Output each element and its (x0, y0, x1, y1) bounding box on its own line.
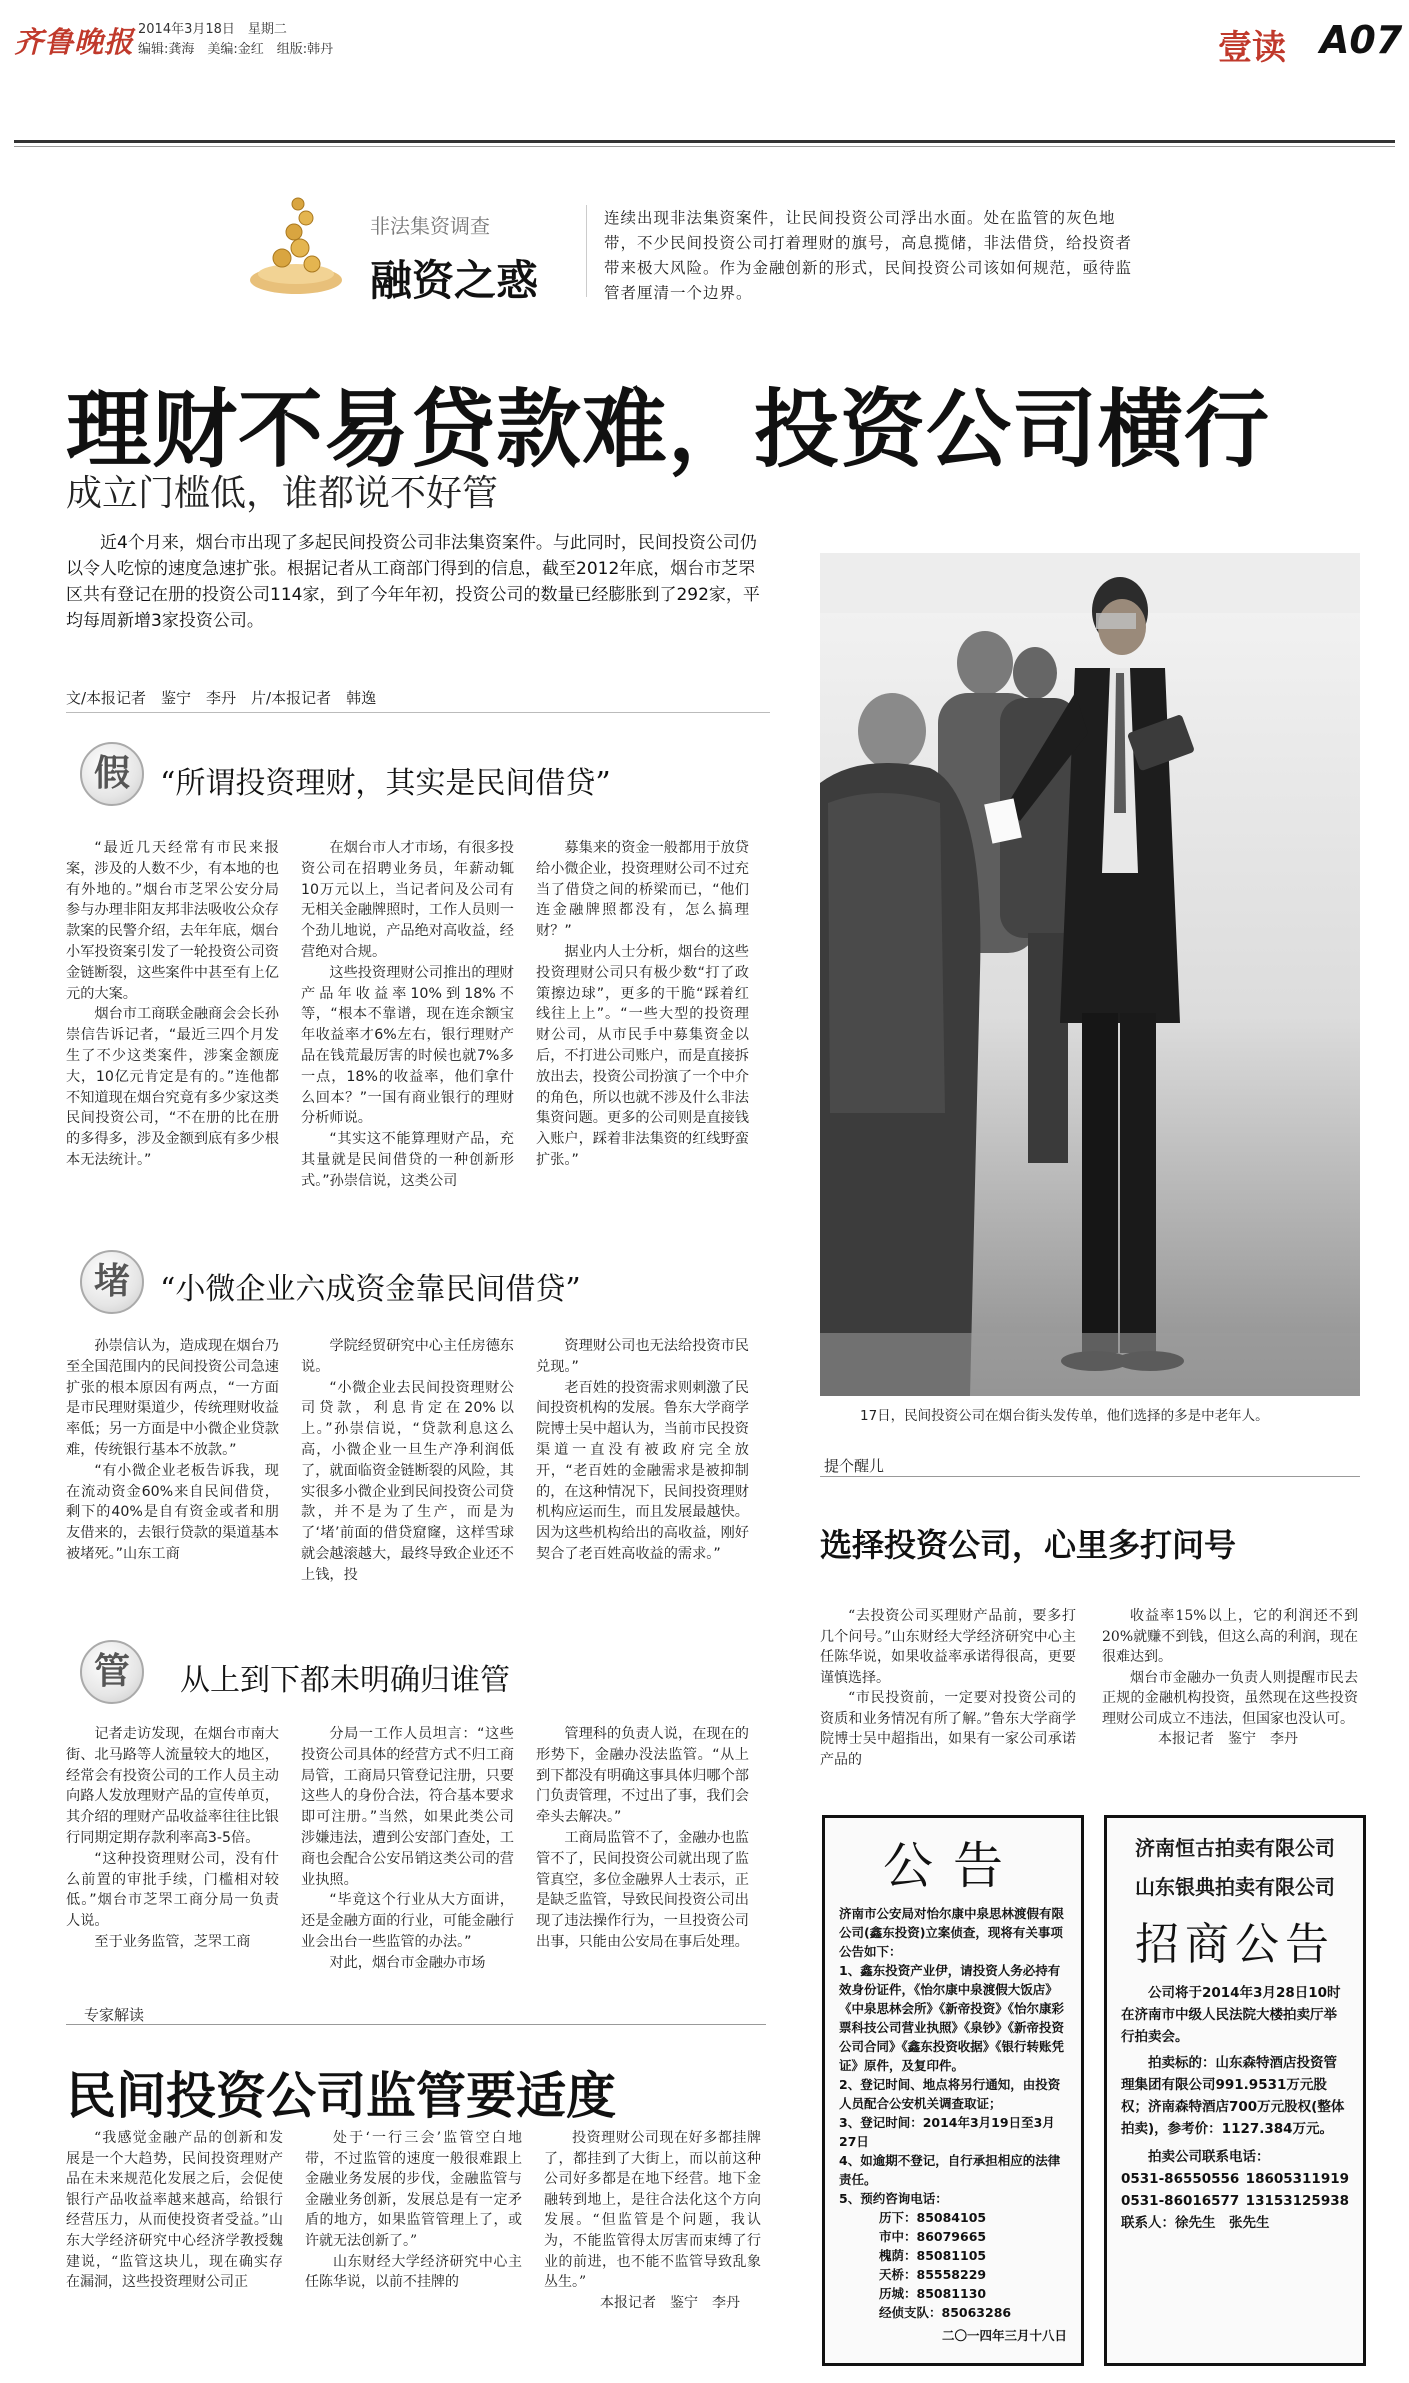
paragraph: 本报记者 鉴宁 李丹 (600, 2294, 740, 2311)
paragraph: 这些投资理财公司推出的理财产品年收益率10%到18%不等，“根本不靠谱，现在连余额宝年收益率才6%左右，银行理财产品在钱荒最厉害的时候也就7%多一点，18%的收益率，他们拿什么回本？”一国有商业银行的理财分析师说。 (301, 964, 514, 1127)
paragraph: 工商局监管不了，金融办也监管不了，民间投资公司就出现了监管真空，多位金融界人士表示，正是缺乏监管，导致民间投资公司出现了违法操作行为，一旦投资公司出事，只能由公安局在事后处理。 (536, 1829, 749, 1950)
auction-contact-label: 拍卖公司联系电话： (1148, 2149, 1270, 2165)
notice-date: 二〇一四年三月十八日 (941, 2328, 1067, 2343)
series-divider (586, 205, 587, 297)
tips-tab: 提个醒儿 (824, 1457, 885, 1475)
expert-column (305, 2128, 522, 2313)
notice-line: 济南市公安局对怡尔康中泉思林渡假有限公司(鑫东投资)立案侦查，现将有关事项公告如下： (839, 1906, 1065, 1959)
notice-phone-row: 历城：85081130 (879, 2286, 987, 2301)
paragraph: “我感觉金融产品的创新和发展是一个大趋势，民间投资理财产品在未来规范化发展之后，会促使银行产品收益率越来越高，给银行经营压力，从而使投资者受益。”山东大学经济研究中心经济学教授魏建说，“监管这块儿，现在确实存在漏洞，这些投资理财公司正 (66, 2130, 283, 2291)
paragraph: 资理财公司也无法给投资市民兑现。” (536, 1338, 749, 1375)
paragraph: 分局一工作人员坦言：“这些投资公司具体的经营方式不归工商局管，工商局只管登记注册，只要这些人的身份合法，符合基本要求即可注册。”当然，如果此类公司涉嫌违法，遭到公安部门查处，工商也会配合公安吊销这类公司的营业执照。 (301, 1726, 514, 1888)
newspaper-logo: 齐鲁晚报 (14, 25, 135, 59)
tips-column (1102, 1606, 1358, 1770)
photo-caption: 17日，民间投资公司在烟台街头发传单，他们选择的多是中老年人。 (860, 1408, 1269, 1424)
paragraph: 至于业务监管，芝罘工商 (94, 1933, 251, 1950)
paragraph: 烟台市金融办一负责人则提醒市民去正规的金融机构投资，虽然现在这些投资理财公司成立不违法，但国家也没认可。 (1102, 1669, 1358, 1727)
notice-phone-list (839, 2208, 1067, 2322)
page-number: A07 (1320, 18, 1403, 62)
section-badge-du: 堵 (80, 1250, 144, 1314)
auction-title: 招商公告 (1135, 1919, 1335, 1970)
paragraph: 管理科的负责人说，在现在的形势下，金融办没法监管。“从上到下都没有明确这事具体归哪个部门负责管理，不过出了事，我们会牵头去解决。” (536, 1726, 749, 1826)
series-description: 连续出现非法集资案件，让民间投资公司浮出水面。处在监管的灰色地带，不少民间投资公司打着理财的旗号，高息揽储，非法借贷，给投资者带来极大风险。作为金融创新的形式，民间投资公司该如何规范，亟待监管者厘清一个边界。 (604, 209, 1133, 302)
paragraph: “市民投资前，一定要对投资公司的资质和业务情况有所了解。”鲁东大学商学院博士吴中超指出，如果有一家公司承诺产品的 (820, 1690, 1076, 1768)
section-3-body (66, 1724, 749, 1974)
notice-phone-row: 历下：85084105 (879, 2210, 987, 2225)
paragraph: 山东财经大学经济研究中心主任陈华说，以前不挂牌的 (305, 2253, 522, 2291)
paragraph: 收益率15%以上，它的利润还不到20%就赚不到钱，但这么高的利润，现在很难达到。 (1102, 1608, 1358, 1665)
main-headline: 理财不易贷款难，投资公司横行 (66, 381, 1271, 480)
masthead-rule-thin (14, 146, 1395, 147)
tips-body (820, 1606, 1358, 1770)
auction-phone-row (1107, 2168, 1363, 2190)
notice-phone-row: 市中：86079665 (879, 2229, 987, 2244)
paragraph: 募集来的资金一般都用于放贷给小微企业，投资理财公司不过充当了借贷之间的桥梁而已，“他们连金融牌照都没有，怎么搞理财？” (536, 840, 749, 940)
auction-notice-ad (1104, 1815, 1366, 2366)
paragraph: 烟台市工商联金融商会会长孙崇信告诉记者，“最近三四个月发生了不少这类案件，涉案金额庞大，10亿元肯定是有的。”连他都不知道现在烟台究竟有多少家这类民间投资公司，“不在册的比在册的多得多，涉及金额到底有多少根本无法统计。” (66, 1006, 279, 1168)
auction-phone: 13153125938 (1245, 2193, 1349, 2209)
paragraph: 记者走访发现，在烟台市南大街、北马路等人流量较大的地区，经常会有投资公司的工作人员主动向路人发放理财产品的宣传单页，其介绍的理财产品收益率往往比银行同期定期存款利率高3-5倍。 (66, 1726, 279, 1846)
paragraph: 对此，烟台市金融办市场 (329, 1954, 486, 1971)
auction-phone: 0531-86016577 (1121, 2193, 1240, 2209)
notice-line: 4、如逾期不登记，自行承担相应的法律责任。 (839, 2153, 1061, 2187)
section-heading-2: “小微企业六成资金靠民间借贷” (160, 1272, 581, 1307)
notice-line: 2、登记时间、地点将另行通知，由投资人员配合公安机关调查取证； (839, 2077, 1061, 2111)
paragraph: “去投资公司买理财产品前，要多打几个问号。”山东财经大学经济研究中心主任陈华说，如果收益率承诺得很高，更要谨慎选择。 (820, 1608, 1076, 1686)
notice-line: 5、预约咨询电话： (839, 2191, 948, 2206)
expert-rule (66, 2024, 766, 2025)
notice-phone-row: 槐荫：85081105 (879, 2248, 987, 2263)
masthead-rule (14, 140, 1395, 143)
section-heading-1: “所谓投资理财，其实是民间借贷” (160, 766, 611, 801)
paragraph: “小微企业去民间投资理财公司贷款，利息肯定在20%以上。”孙崇信说，“贷款利息这么高，小微企业一旦生产净利润低了，就面临资金链断裂的风险，其实很多小微企业到民间投资公司贷款，并不是为了生产，而是为了‘堵’前面的借贷窟窿，这样雪球就会越滚越大，最终导致企业还不上钱，投 (301, 1379, 514, 1583)
auction-body: 公司将于2014年3月28日10时在济南市中级人民法院大楼拍卖厅举行拍卖会。 (1121, 1985, 1341, 2045)
news-photo (820, 553, 1360, 1396)
paragraph: 老百姓的投资需求则刺激了民间投资机构的发展。鲁东大学商学院博士吴中超认为，当前市民投资渠道一直没有被政府完全放开，“老百姓的金融需求是被抑制的，在这种情况下，民间投资理财机构应运而生，而且发展最越快。因为这些机构给出的高收益，刚好契合了老百姓高收益的需求。” (536, 1379, 749, 1562)
paragraph: “这种投资理财公司，没有什么前置的审批手续，门槛相对较低。”烟台市芝罘工商分局一负责人说。 (66, 1850, 279, 1930)
section-1-column (301, 838, 514, 1192)
paragraph: 处于‘一行三会’监管空白地带，不过监管的速度一般很难跟上金融业务发展的步伐，金融监管与金融业务创新，发展总是有一定矛盾的地方，如果监管管理上了，或许就无法创新了。” (305, 2130, 522, 2249)
section-2-column (301, 1336, 514, 1586)
auction-company-1: 济南恒古拍卖有限公司 (1135, 1836, 1335, 1860)
police-notice-ad (822, 1815, 1084, 2366)
section-name: 壹读 (1218, 28, 1286, 68)
notice-line: 1、鑫东投资产业伊，请投资人务必持有效身份证件，《怡尔康中泉渡假大饭店》《中泉思林会所》《新帝投资》《怡尔康彩票科技公司营业执照》《泉钞》《新帝投资公司合同》《鑫东投资收据》《银行转账凭证》原件，及复印件。 (839, 1963, 1065, 2073)
expert-heading: 民间投资公司监管要适度 (66, 2067, 616, 2125)
paragraph: 在烟台市人才市场，有很多投资公司在招聘业务员，年薪动辄10万元以上，当记者问及公司有无相关金融牌照时，工作人员则一个劲儿地说，产品绝对高收益，经营绝对合规。 (301, 840, 514, 960)
paragraph: “有小微企业老板告诉我，现在流动资金60%来自民间借贷，剩下的40%是自有资金或者和朋友借来的，去银行贷款的渠道基本被堵死。”山东工商 (66, 1462, 279, 1562)
auction-phone: 18605311919 (1245, 2171, 1349, 2187)
section-1-column (66, 838, 279, 1192)
expert-body (66, 2128, 761, 2313)
coins-in-hands-icon (246, 188, 346, 296)
byline-rule (66, 712, 770, 713)
section-2-column (66, 1336, 279, 1586)
paragraph: “最近几天经常有市民来报案，涉及的人数不少，有本地的也有外地的。”烟台市芝罘公安分局参与办理非阳友邦非法吸收公众存款案的民警介绍，去年年底，烟台小军投资案引发了一轮投资公司资金链断裂，这些案件中甚至有上亿元的大案。 (66, 840, 279, 1002)
auction-phone-row (1107, 2190, 1363, 2212)
paragraph: “毕竟这个行业从大方面讲，还是金融方面的行业，可能金融行业会出台一些监管的办法。” (301, 1892, 514, 1950)
paragraph: 孙崇信认为，造成现在烟台乃至全国范围内的民间投资公司急速扩张的根本原因有两点，“一方面是市民理财渠道少，传统理财收益率低；另一方面是中小微企业贷款难，传统银行基本不放款。” (66, 1338, 279, 1458)
tips-column (820, 1606, 1076, 1770)
issue-date: 2014年3月18日 星期二 (138, 22, 287, 37)
series-title: 融资之惑 (370, 256, 539, 305)
section-badge-jia: 假 (80, 742, 144, 806)
section-2-body (66, 1336, 749, 1586)
notice-phone-row: 天桥：85558229 (879, 2267, 987, 2282)
tips-heading: 选择投资公司，心里多打问号 (820, 1526, 1237, 1564)
expert-tab: 专家解读 (84, 2006, 145, 2024)
section-heading-3: 从上到下都未明确归谁管 (180, 1663, 510, 1698)
paragraph: 本报记者 鉴宁 李丹 (1158, 1731, 1298, 1747)
paragraph: 据业内人士分析，烟台的这些投资理财公司只有极少数“打了政策擦边球”，更多的干脆“踩着红线往上上”。“一些大型的投资理财公司，从市民手中募集资金以后，不打进公司账户，而是直接拆放出去，投资公司扮演了一个中介的角色，所以也就不涉及什么非法集资问题。更多的公司则是直接钱入账户，踩着非法集资的红线野蛮扩张。” (536, 943, 749, 1168)
notice-title: 公告 (883, 1837, 1023, 1895)
section-1-body (66, 838, 749, 1192)
expert-column (544, 2128, 761, 2313)
section-badge-guan: 管 (80, 1640, 144, 1704)
paragraph: 投资理财公司现在好多都挂牌了，都挂到了大街上，而以前这种公司好多都是在地下经营。地下金融转到地上，是往合法化这个方向发展。“但监管是个问题，我认为，不能监管得太厉害而束缚了行业的前进，也不能不监管导致乱象丛生。” (544, 2130, 761, 2291)
auction-item: 拍卖标的：山东森特酒店投资管理集团有限公司991.9531万元股权；济南森特酒店700万元股权(整体拍卖)，参考价：1127.384万元。 (1121, 2055, 1345, 2137)
subheadline: 成立门槛低，谁都说不好管 (66, 473, 499, 514)
editor-credits: 编辑:龚海 美编:金红 组版:韩丹 (138, 42, 334, 57)
section-2-column (536, 1336, 749, 1586)
series-label: 非法集资调查 (370, 214, 490, 238)
notice-line: 3、登记时间：2014年3月19日至3月27日 (839, 2115, 1055, 2149)
notice-phone-row: 经侦支队：85063286 (879, 2305, 1012, 2320)
tips-rule (820, 1476, 1360, 1477)
auction-contact-people: 联系人：徐先生 张先生 (1121, 2215, 1270, 2231)
byline: 文/本报记者 鉴宁 李丹 片/本报记者 韩逸 (66, 689, 377, 707)
paragraph: 学院经贸研究中心主任房德东说。 (301, 1338, 514, 1375)
auction-company-2: 山东银典拍卖有限公司 (1135, 1875, 1335, 1899)
section-1-column (536, 838, 749, 1192)
section-3-column (301, 1724, 514, 1974)
lede-paragraph: 近4个月来，烟台市出现了多起民间投资公司非法集资案件。与此同时，民间投资公司仍以令人吃惊的速度急速扩张。根据记者从工商部门得到的信息，截至2012年底，烟台市芝罘区共有登记在册的投资公司114家，到了今年年初，投资公司的数量已经膨胀到了292家，平均每周新增3家投资公司。 (66, 533, 760, 631)
notice-body (825, 1904, 1081, 2345)
section-3-column (536, 1724, 749, 1974)
auction-phone: 0531-86550556 (1121, 2171, 1240, 2187)
section-3-column (66, 1724, 279, 1974)
paragraph: “其实这不能算理财产品，充其量就是民间借贷的一种创新形式。”孙崇信说，这类公司 (301, 1131, 514, 1189)
expert-column (66, 2128, 283, 2313)
